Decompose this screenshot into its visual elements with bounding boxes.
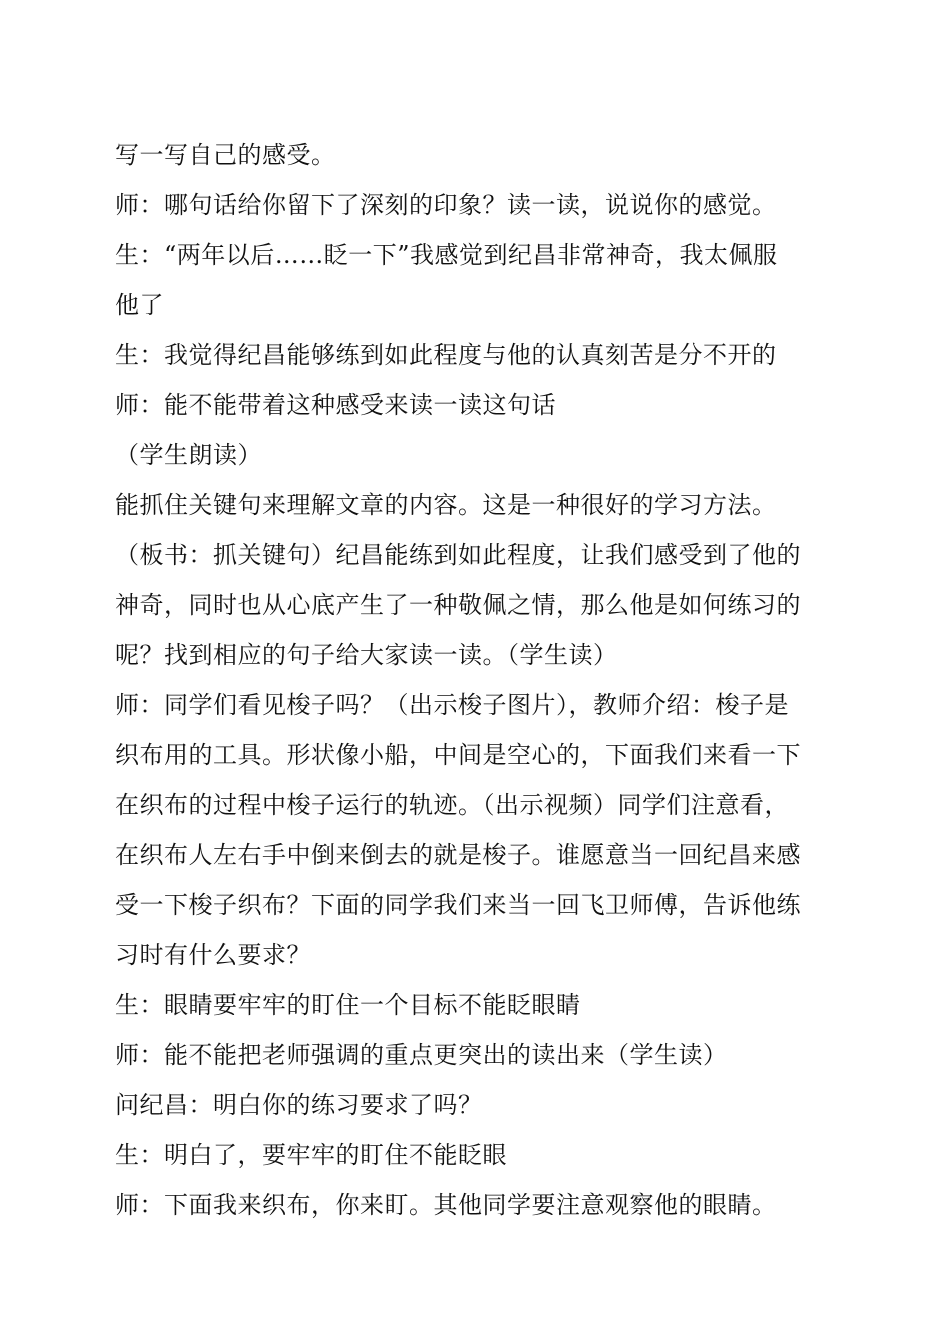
text-line: 师：能不能带着这种感受来读一读这句话 xyxy=(115,391,556,419)
text-line: 生：明白了，要牢牢的盯住不能眨眼 xyxy=(115,1141,507,1169)
text-line: 在织布的过程中梭子运行的轨迹。（出示视频）同学们注意看， xyxy=(115,791,789,819)
text-line: 生：眼睛要牢牢的盯住一个目标不能眨眼睛 xyxy=(115,991,581,1019)
text-line: 师：下面我来织布，你来盯。其他同学要注意观察他的眼睛。 xyxy=(115,1191,777,1219)
text-line: 他了 xyxy=(115,291,164,319)
text-line: 生：“两年以后……眨一下”我感觉到纪昌非常神奇，我太佩服 xyxy=(115,241,778,269)
document-body xyxy=(115,130,845,1230)
text-line: 师：哪句话给你留下了深刻的印象？读一读，说说你的感觉。 xyxy=(115,191,777,219)
text-line: 生：我觉得纪昌能够练到如此程度与他的认真刻苦是分不开的 xyxy=(115,341,777,369)
text-line: 习时有什么要求？ xyxy=(115,941,311,969)
text-line: 呢？找到相应的句子给大家读一读。（学生读） xyxy=(115,641,618,669)
text-line: 写一写自己的感受。 xyxy=(115,141,336,169)
text-line: （板书：抓关键句）纪昌能练到如此程度，让我们感受到了他的 xyxy=(115,541,801,569)
text-line: 受一下梭子织布？下面的同学我们来当一回飞卫师傅，告诉他练 xyxy=(115,891,801,919)
text-line: 神奇，同时也从心底产生了一种敬佩之情，那么他是如何练习的 xyxy=(115,591,801,619)
text-line: 问纪昌：明白你的练习要求了吗？ xyxy=(115,1091,483,1119)
text-line: 能抓住关键句来理解文章的内容。这是一种很好的学习方法。 xyxy=(115,491,777,519)
text-line: （学生朗读） xyxy=(115,441,262,469)
text-line: 师：同学们看见梭子吗？（出示梭子图片），教师介绍：梭子是 xyxy=(115,691,789,719)
text-line: 织布用的工具。形状像小船，中间是空心的，下面我们来看一下 xyxy=(115,741,801,769)
text-line: 在织布人左右手中倒来倒去的就是梭子。谁愿意当一回纪昌来感 xyxy=(115,841,801,869)
text-line: 师：能不能把老师强调的重点更突出的读出来（学生读） xyxy=(115,1041,728,1069)
